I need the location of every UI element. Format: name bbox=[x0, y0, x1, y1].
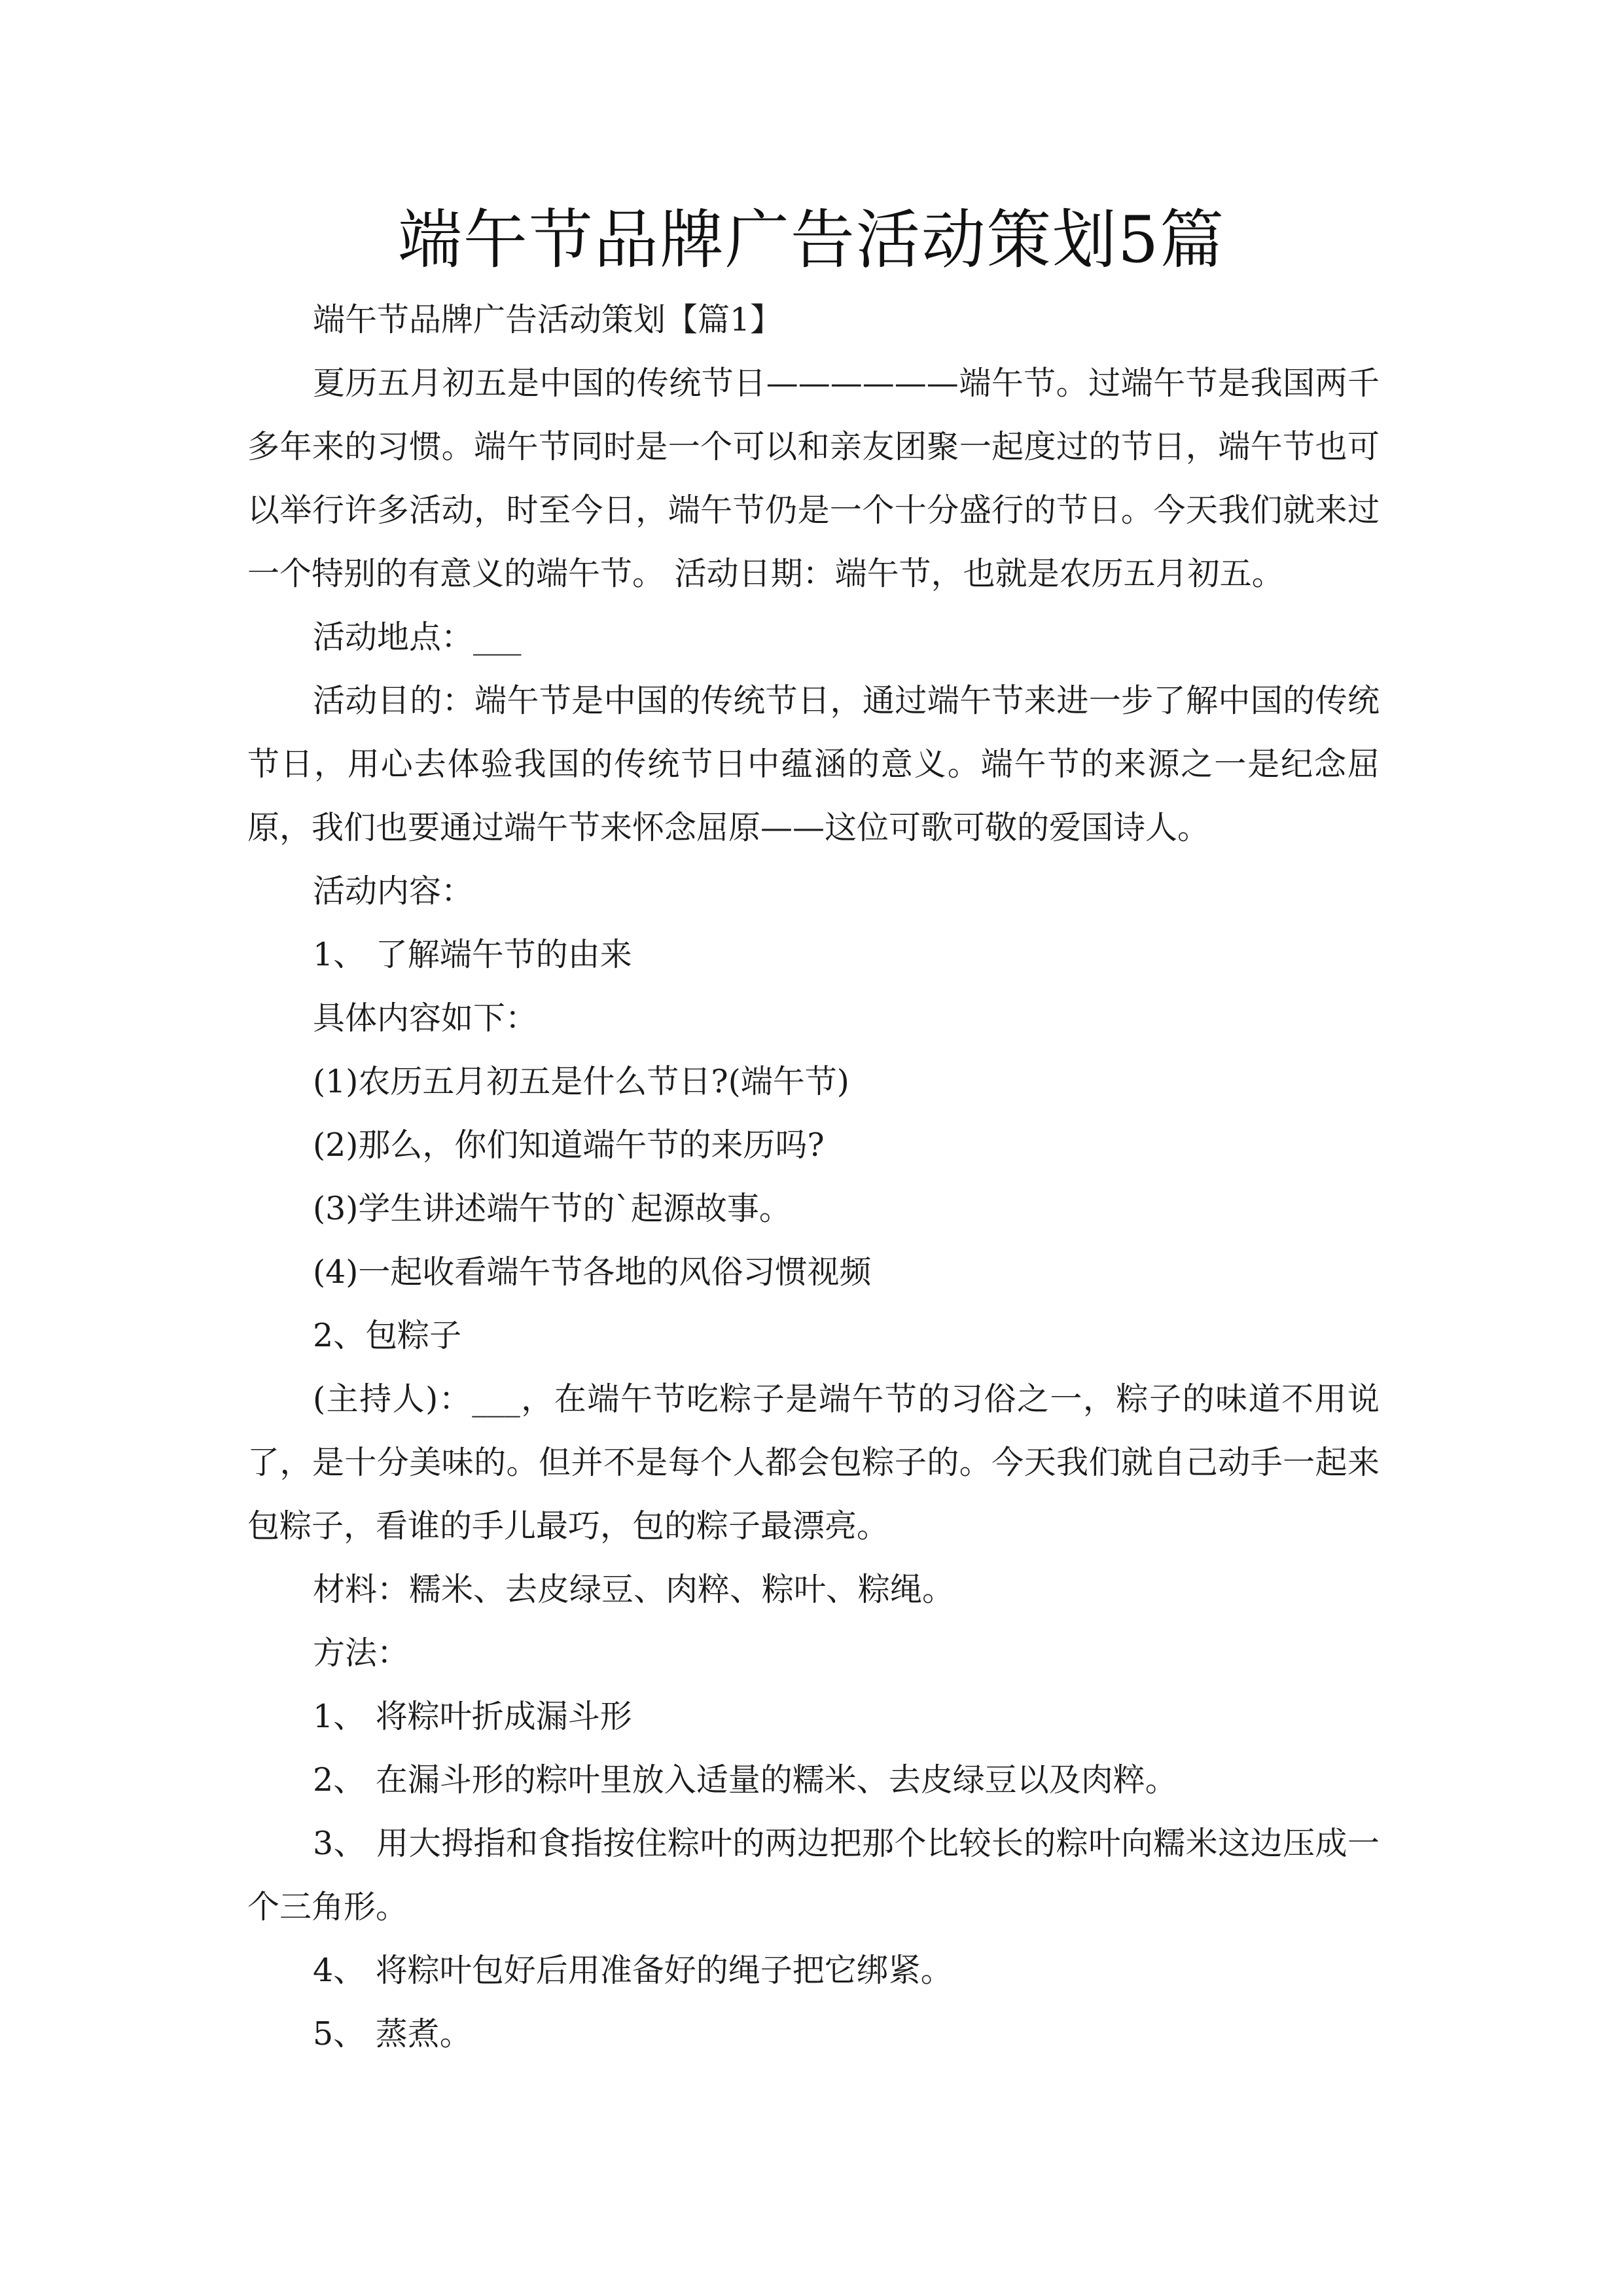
list-item: 2、包粽子 bbox=[313, 1317, 462, 1354]
content-label: 活动内容： bbox=[313, 872, 474, 910]
document-title: 端午节品牌广告活动策划5篇 bbox=[397, 203, 1226, 278]
materials-line: 材料：糯米、去皮绿豆、肉粹、粽叶、粽绳。 bbox=[313, 1571, 955, 1608]
list-item: 1、 了解端午节的由来 bbox=[313, 936, 632, 973]
step-item: 5、 蒸煮。 bbox=[313, 2015, 472, 2053]
location-line: 活动地点：___ bbox=[313, 619, 522, 656]
question-item: (1)农历五月初五是什么节日?(端午节) bbox=[313, 1063, 849, 1100]
intro-paragraph: 夏历五月初五是中国的传统节日——————端午节。过端午节是我国两千多年来的习惯。端午节同时是一个可以和亲友团聚一起度过的节日，端午节也可以举行许多活动，时至今日，端午节仍是一个十分盛行的节日。今天我们就来过一个特别的有意义的端午节。 活动日期：端午节，也就是农历五月初五。 bbox=[247, 365, 1380, 592]
step-item: 3、 用大拇指和食指按住粽叶的两边把那个比较长的粽叶向糯米这边压成一个三角形。 bbox=[247, 1825, 1380, 1926]
host-paragraph: (主持人)：___，在端午节吃粽子是端午节的习俗之一，粽子的味道不用说了，是十分美味的。但并不是每个人都会包粽子的。今天我们就自己动手一起来包粽子，看谁的手儿最巧，包的粽子最漂亮。 bbox=[247, 1380, 1380, 1545]
question-item: (3)学生讲述端午节的`起源故事。 bbox=[313, 1190, 791, 1227]
section-heading: 端午节品牌广告活动策划【篇1】 bbox=[313, 301, 783, 338]
step-item: 4、 将粽叶包好后用准备好的绳子把它绑紧。 bbox=[313, 1952, 953, 1989]
purpose-paragraph: 活动目的：端午节是中国的传统节日，通过端午节来进一步了解中国的传统节日，用心去体验我国的传统节日中蕴涵的意义。端午节的来源之一是纪念屈原，我们也要通过端午节来怀念屈原——这位可歌可敬的爱国诗人。 bbox=[247, 682, 1380, 846]
question-item: (4)一起收看端午节各地的风俗习惯视频 bbox=[313, 1253, 872, 1291]
question-item: (2)那么，你们知道端午节的来历吗? bbox=[313, 1126, 825, 1164]
details-label: 具体内容如下： bbox=[313, 999, 538, 1037]
document-body bbox=[247, 288, 1380, 2066]
method-label: 方法： bbox=[313, 1634, 410, 1672]
step-item: 2、 在漏斗形的粽叶里放入适量的糯米、去皮绿豆以及肉粹。 bbox=[313, 1761, 1177, 1799]
step-item: 1、 将粽叶折成漏斗形 bbox=[313, 1698, 632, 1735]
